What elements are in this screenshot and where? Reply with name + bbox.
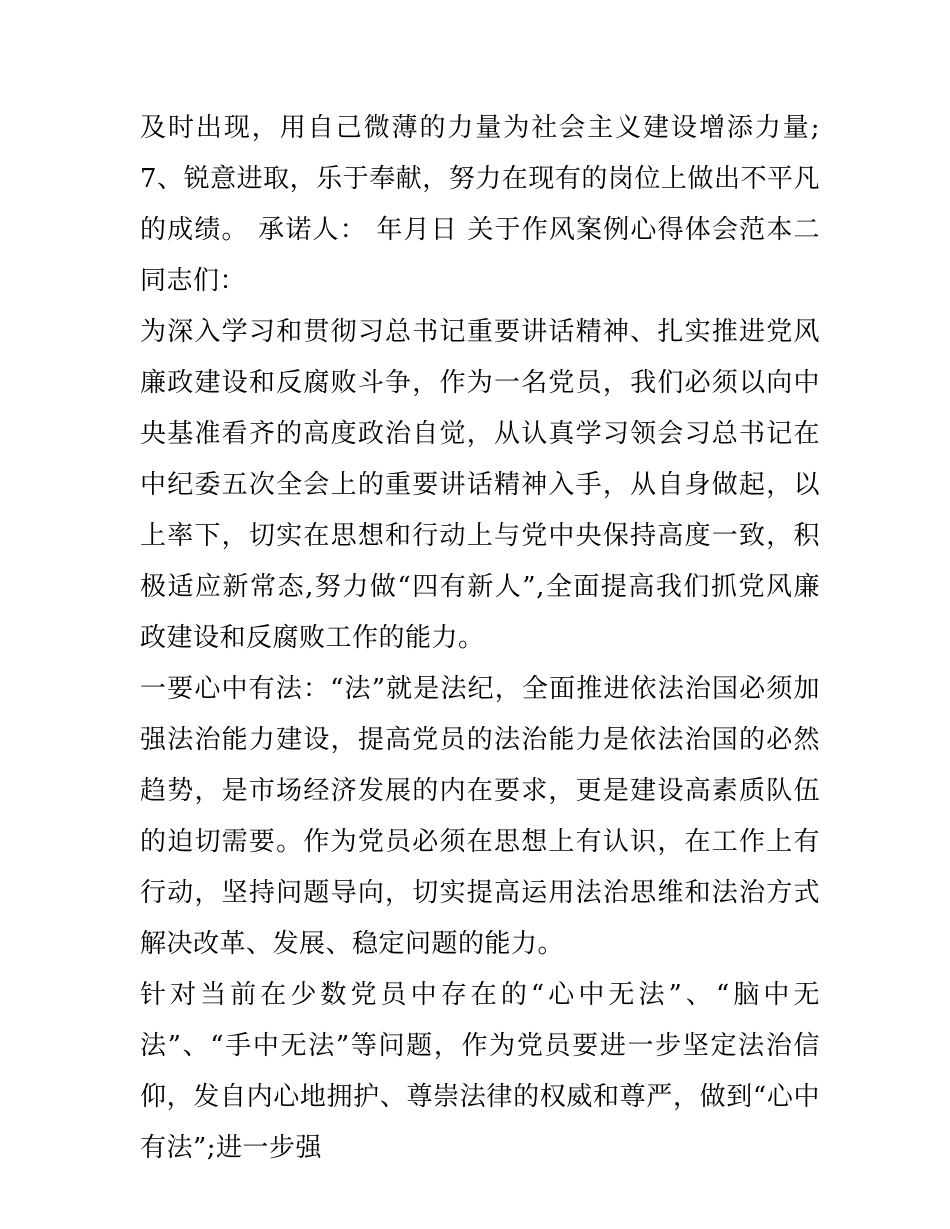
paragraph-2: 为深入学习和贯彻习总书记重要讲话精神、扎实推进党风廉政建设和反腐败斗争，作为一名党员，我们必须以向中央基准看齐的高度政治自觉，从认真学习领会习总书记在中纪委五次全会上的重要讲话精神入手，从自身做起，以上率下，切实在思想和行动上与党中央保持高度一致，积极适应新常态,努力做“四有新人”,全面提高我们抓党风廉政建设和反腐败工作的能力。 xyxy=(140,317,820,653)
paragraph-4: 针对当前在少数党员中存在的“心中无法”、“脑中无法”、“手中无法”等问题，作为党员要进一步坚定法治信仰，发自内心地拥护、尊崇法律的权威和尊严，做到“心中有法”;进一步强 xyxy=(140,980,820,1163)
paragraph-3: 一要心中有法：“法”就是法纪，全面推进依法治国必须加强法治能力建设，提高党员的法治能力是依法治国的必然趋势，是市场经济发展的内在要求，更是建设高素质队伍的迫切需要。作为党员必须在思想上有认识，在工作上有行动，坚持问题导向，切实提高运用法治思维和法治方式解决改革、发展、稳定问题的能力。 xyxy=(140,674,820,959)
document-body xyxy=(140,103,820,1174)
paragraph-1: 及时出现，用自己微薄的力量为社会主义建设增添力量; 7、锐意进取，乐于奉献，努力在现有的岗位上做出不平凡的成绩。 承诺人： 年月日 关于作风案例心得体会范本二 同志们： xyxy=(140,113,820,296)
